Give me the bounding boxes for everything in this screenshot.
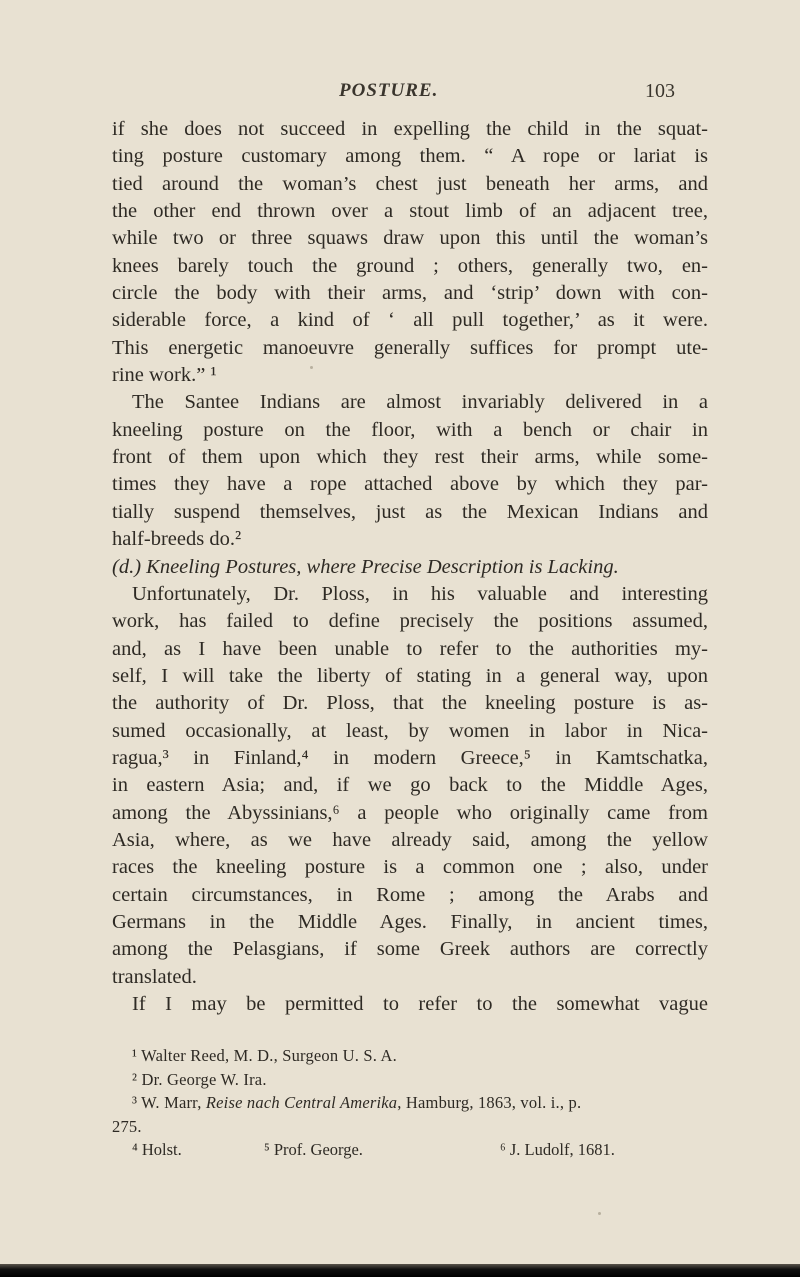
body-line: If I may be permitted to refer to the somewhat vague xyxy=(132,993,708,1015)
body-text xyxy=(112,116,708,1018)
footnote-1: ¹ Walter Reed, M. D., Surgeon U. S. A. xyxy=(132,1046,397,1065)
footnote-3-continuation: 275. xyxy=(112,1116,142,1136)
body-line: half-breeds do.² xyxy=(112,528,242,551)
body-line: kneeling posture on the floor, with a bench or chair in xyxy=(112,418,708,441)
paper-speck xyxy=(310,366,313,369)
footnote-3-prefix: ³ W. Marr, xyxy=(132,1093,206,1113)
footnote-3-title: Reise nach Central Amerika xyxy=(205,1093,398,1113)
body-line: tied around the woman’s chest just beneath her arms, and xyxy=(112,172,708,195)
body-line: Germans in the Middle Ages. Finally, in ancient times, xyxy=(112,910,708,933)
body-line: ting posture customary among them. “ A rope or lariat is xyxy=(112,145,708,168)
body-line: ragua,³ in Finland,⁴ in modern Greece,⁵ in Kamtschatka, xyxy=(112,746,708,769)
body-line: work, has failed to define precisely the positions assumed, xyxy=(112,610,708,633)
scan-edge xyxy=(0,1264,800,1277)
body-line: among the Pelasgians, if some Greek authors are correctly xyxy=(112,938,708,961)
body-line: Unfortunately, Dr. Ploss, in his valuable and interesting xyxy=(132,582,708,605)
body-line: self, I will take the liberty of stating in a general way, upon xyxy=(112,664,708,687)
body-line: The Santee Indians are almost invariably delivered in a xyxy=(132,391,708,414)
body-line: races the kneeling posture is a common one ; also, under xyxy=(112,856,708,879)
body-line: sumed occasionally, at least, by women in labor in Nica- xyxy=(112,719,708,742)
body-line: in eastern Asia; and, if we go back to the Middle Ages, xyxy=(112,774,708,797)
section-heading: (d.) Kneeling Postures, where Precise Description is Lacking. xyxy=(112,555,619,578)
body-line: the authority of Dr. Ploss, that the kneeling posture is as- xyxy=(112,692,708,715)
footnote-5: ⁵ Prof. George. xyxy=(264,1140,363,1160)
body-line: the other end thrown over a stout limb of an adjacent tree, xyxy=(112,200,708,223)
footnote-row xyxy=(112,1138,708,1162)
footnote-2: ² Dr. George W. Ira. xyxy=(132,1069,267,1089)
paper-speck xyxy=(598,1212,601,1215)
footnote-3 xyxy=(112,1091,708,1115)
footnotes xyxy=(112,1044,708,1162)
body-line: knees barely touch the ground ; others, generally two, en- xyxy=(112,254,708,277)
footnote-4: ⁴ Holst. xyxy=(132,1140,182,1160)
body-line: front of them upon which they rest their arms, while some- xyxy=(112,446,708,469)
page-number: 103 xyxy=(645,80,675,102)
body-line: rine work.” ¹ xyxy=(112,364,217,387)
body-line: translated. xyxy=(112,965,197,988)
body-line: circle the body with their arms, and ‘strip’ down with con- xyxy=(112,282,708,305)
footnote-3-suffix: , Hamburg, 1863, vol. i., p. xyxy=(397,1093,582,1113)
footnote-6: ⁶ J. Ludolf, 1681. xyxy=(500,1140,615,1160)
body-line: times they have a rope attached above by which they par- xyxy=(112,473,708,496)
body-line: siderable force, a kind of ‘ all pull together,’ as it were. xyxy=(112,309,708,332)
body-line: if she does not succeed in expelling the child in the squat- xyxy=(112,118,708,140)
body-line: certain circumstances, in Rome ; among the Arabs and xyxy=(112,883,708,906)
body-line: Asia, where, as we have already said, among the yellow xyxy=(112,828,708,851)
running-head: POSTURE. xyxy=(339,80,439,101)
page-header xyxy=(0,80,800,110)
body-line: This energetic manoeuvre generally suffices for prompt ute- xyxy=(112,336,708,359)
body-line: and, as I have been unable to refer to the authorities my- xyxy=(112,637,708,660)
body-line: while two or three squaws draw upon this until the woman’s xyxy=(112,227,708,250)
body-line: tially suspend themselves, just as the Mexican Indians and xyxy=(112,500,708,523)
body-line: among the Abyssinians,⁶ a people who originally came from xyxy=(112,801,708,824)
